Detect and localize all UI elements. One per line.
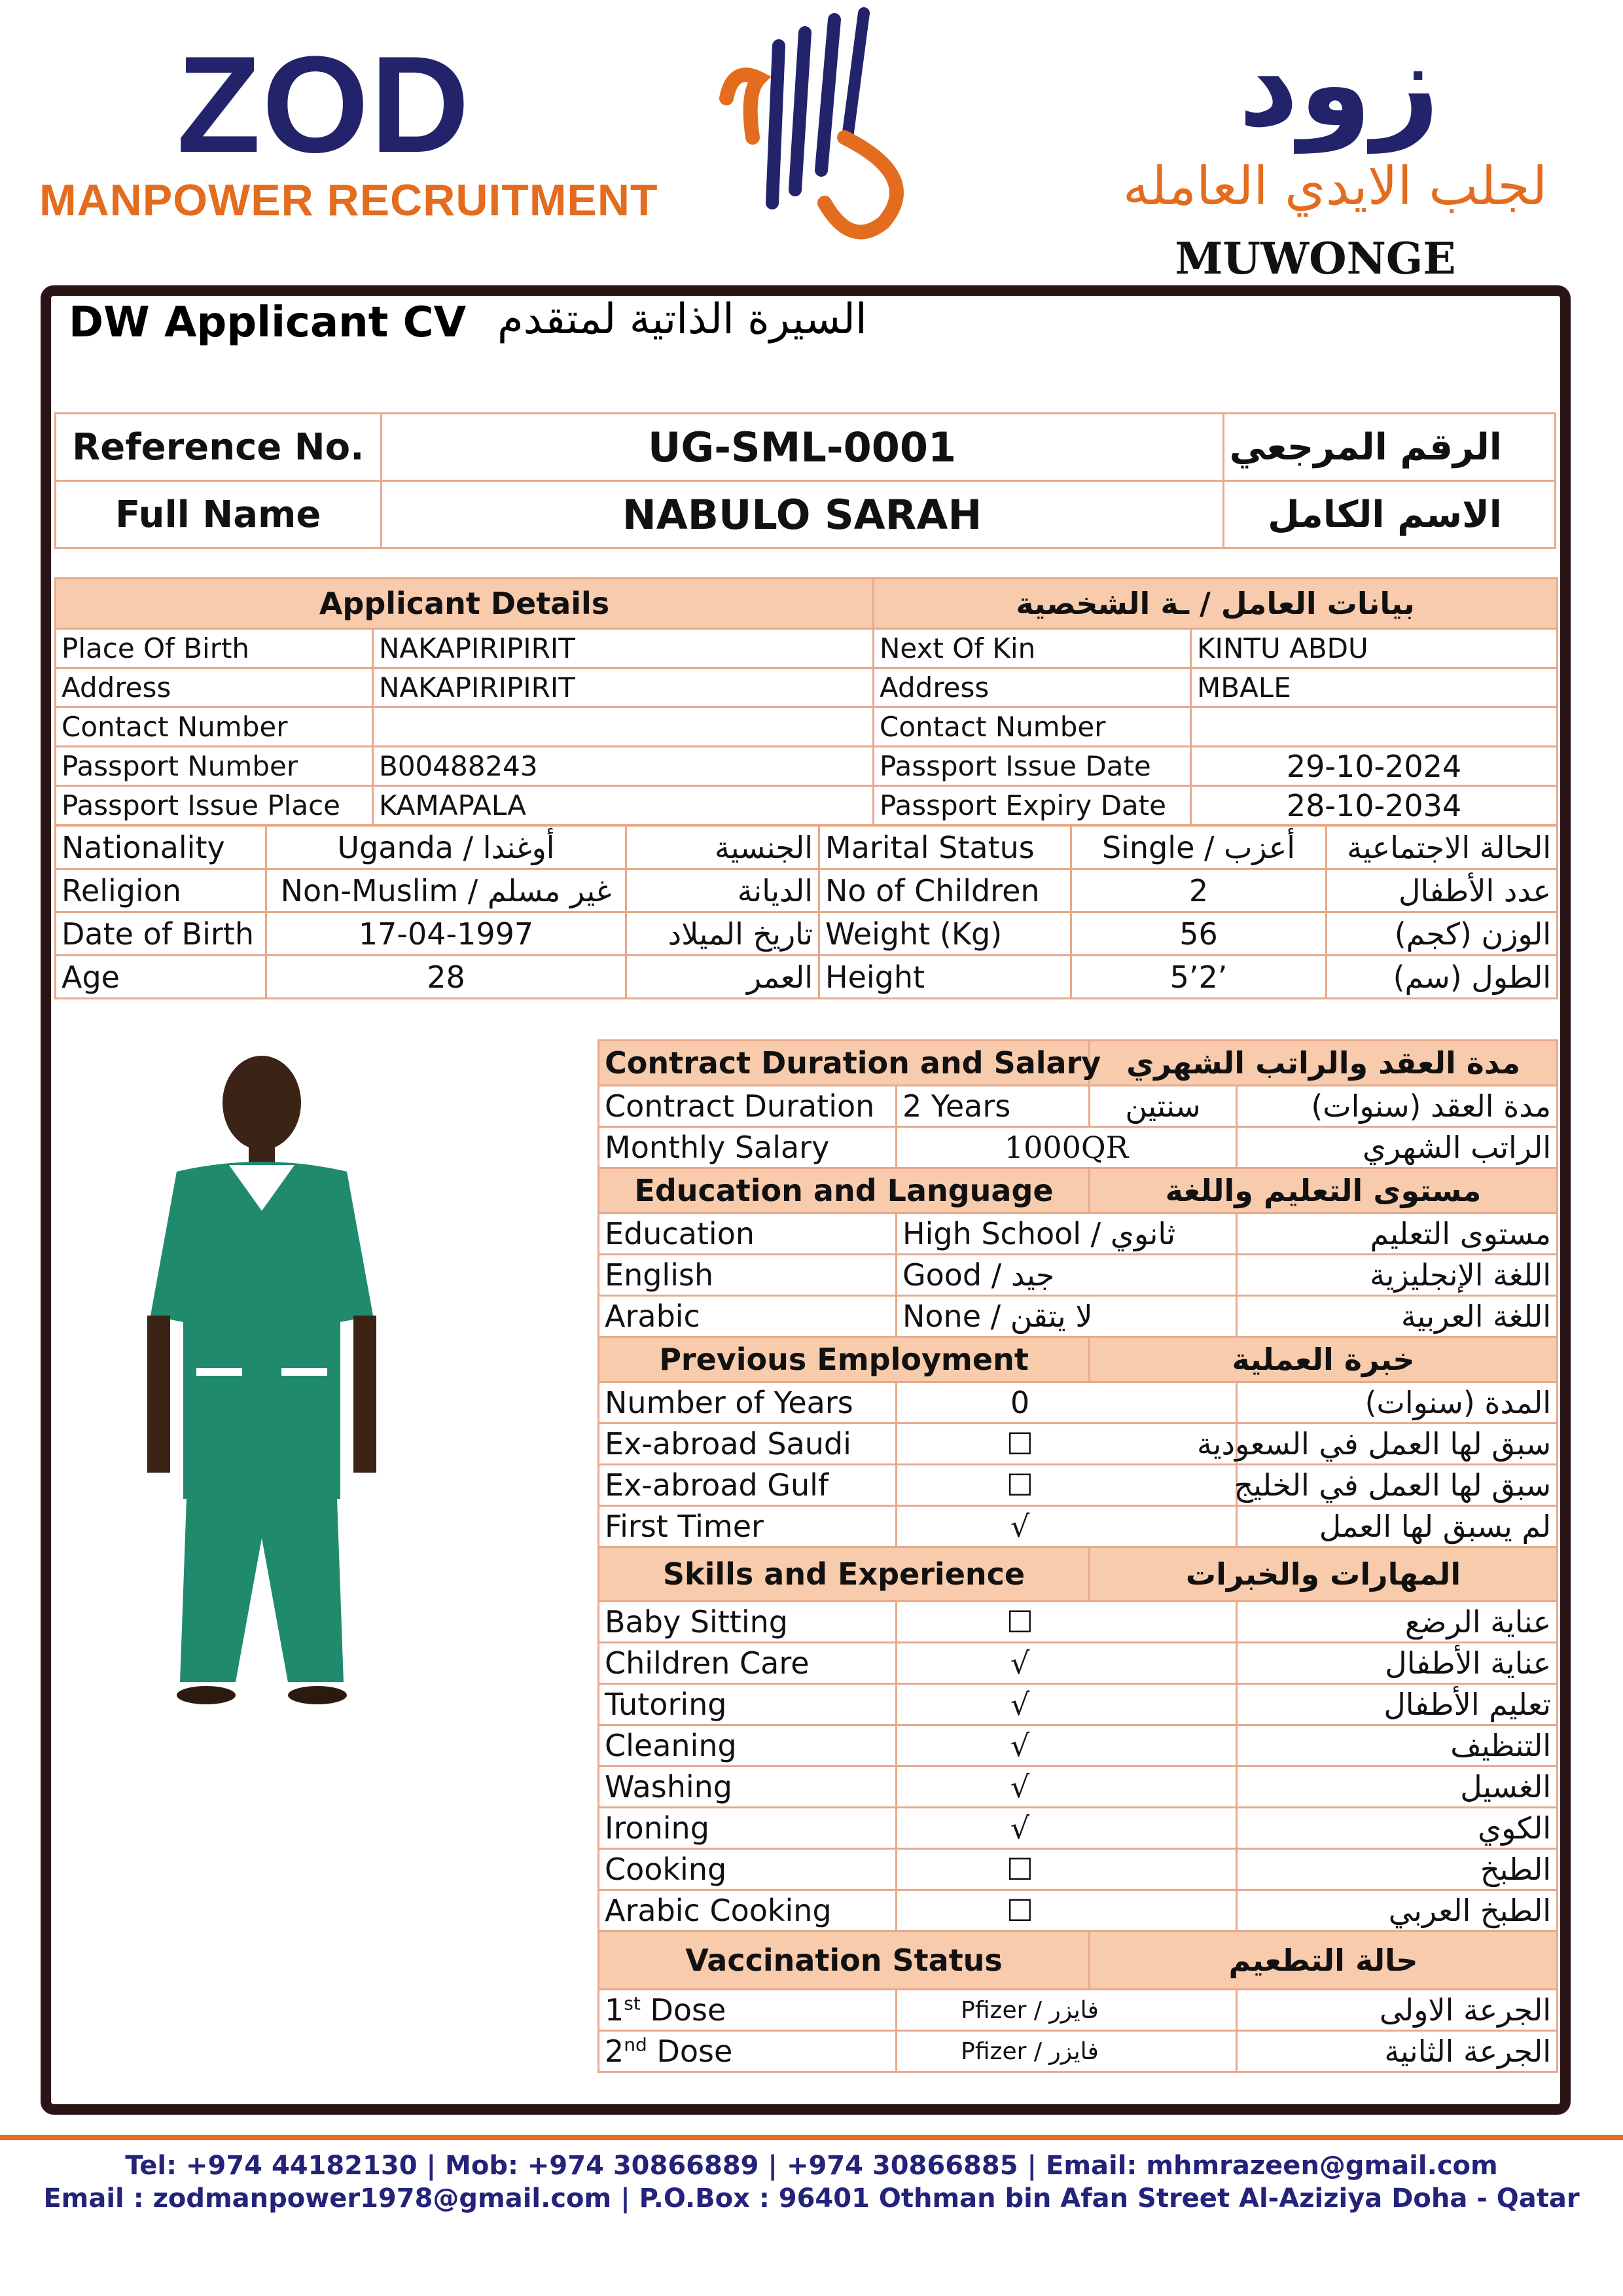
contract-header-arabic: مدة العقد والراتب الشهري [1090, 1041, 1558, 1086]
table-row [599, 1127, 1558, 1168]
dose-number: 1 [605, 1992, 624, 2028]
contract-duration-label-arabic: مدة العقد (سنوات) [1237, 1086, 1558, 1127]
employment-label-arabic: سبق لها العمل في السعودية [1237, 1424, 1558, 1465]
dose-ordinal: nd [624, 2034, 647, 2056]
table-row [599, 1213, 1558, 1255]
education-label-arabic: اللغة الإنجليزية [1237, 1255, 1558, 1296]
info-label: Height [819, 956, 1071, 999]
full-name-value: NABULO SARAH [381, 481, 1223, 548]
footer-address-line: Email : zodmanpower1978@gmail.com | P.O.Box : 96401 Othman bin Afan Street Al-Aziziya Doha - Qatar [43, 2183, 1580, 2214]
education-label-arabic: مستوى التعليم [1237, 1213, 1558, 1255]
check-icon: √ [897, 1506, 1237, 1547]
detail-value: NAKAPIRIPIRIT [373, 629, 874, 668]
detail-value: 29-10-2024 [1191, 747, 1558, 786]
skills-header-arabic: المهارات والخبرات [1090, 1547, 1558, 1602]
applicant-photo [131, 1041, 393, 1708]
info-value: 2 [1071, 869, 1327, 912]
table-row [599, 1602, 1558, 1643]
info-label-arabic: الطول (سم) [1327, 956, 1558, 999]
detail-label: Passport Number [56, 747, 373, 786]
table-row [599, 2031, 1558, 2072]
info-label: Nationality [56, 826, 266, 869]
info-label-arabic: الحالة الاجتماعية [1327, 826, 1558, 869]
dose-label-arabic: الجرعة الاولى [1237, 1990, 1558, 2031]
info-label: No of Children [819, 869, 1071, 912]
info-value: Non-Muslim / غير مسلم [266, 869, 626, 912]
employment-value: 0 [897, 1382, 1237, 1424]
employment-label-arabic: لم يسبق لها العمل [1237, 1506, 1558, 1547]
table-row [599, 1506, 1558, 1547]
table-row [599, 1255, 1558, 1296]
table-row [599, 1808, 1558, 1849]
skill-label: Tutoring [599, 1684, 897, 1725]
brand-name: ZOD [177, 27, 471, 181]
education-label: English [599, 1255, 897, 1296]
table-row [599, 1424, 1558, 1465]
detail-label: Address [874, 668, 1191, 708]
contract-header: Contract Duration and Salary [599, 1041, 1090, 1086]
applicant-details-table [54, 577, 1558, 826]
skill-label-arabic: تعليم الأطفال [1237, 1684, 1558, 1725]
vaccination-header-arabic: حالة التطعيم [1090, 1931, 1558, 1990]
table-row [599, 1465, 1558, 1506]
employment-label: Ex-abroad Saudi [599, 1424, 897, 1465]
info-value: Single / أعزب [1071, 826, 1327, 869]
brand-arabic-subtitle: لجلب الايدي العامله [1122, 156, 1548, 217]
skill-label-arabic: التنظيف [1237, 1725, 1558, 1767]
info-label: Date of Birth [56, 912, 266, 956]
checkbox-icon: ☐ [897, 1424, 1237, 1465]
skill-label: Washing [599, 1767, 897, 1808]
info-label: Marital Status [819, 826, 1071, 869]
table-row [599, 1725, 1558, 1767]
checkbox-icon: ☐ [897, 1890, 1237, 1931]
detail-value [1191, 708, 1558, 747]
detail-label: Place Of Birth [56, 629, 373, 668]
table-row [599, 1990, 1558, 2031]
table-row [56, 747, 1558, 786]
zod-logo-icon [707, 7, 929, 249]
detail-label: Passport Issue Place [56, 786, 373, 825]
employment-label: First Timer [599, 1506, 897, 1547]
employment-header-arabic: خبرة العملية [1090, 1337, 1558, 1382]
footer-contact-line: Tel: +974 44182130 | Mob: +974 30866889 | +974 30866885 | Email: mhmrazeen@gmail.com [125, 2151, 1498, 2181]
applicant-details-header: Applicant Details [56, 579, 874, 629]
dose-label [599, 1990, 897, 2031]
checkbox-icon: ☐ [897, 1465, 1237, 1506]
employment-label: Ex-abroad Gulf [599, 1465, 897, 1506]
table-row [56, 668, 1558, 708]
reference-table [54, 412, 1556, 549]
table-row [599, 1890, 1558, 1931]
detail-label: Contact Number [874, 708, 1191, 747]
contract-education-table [597, 1039, 1558, 2073]
applicant-details-header-arabic: بيانات العامل / ـة الشخصية [874, 579, 1558, 629]
checkbox-icon: ☐ [897, 1602, 1237, 1643]
table-row [56, 826, 1558, 869]
salary-value: 1000QR [897, 1127, 1237, 1168]
reference-value: UG-SML-0001 [381, 414, 1223, 481]
salary-label: Monthly Salary [599, 1127, 897, 1168]
check-icon: √ [897, 1808, 1237, 1849]
table-row [56, 629, 1558, 668]
dose-label-arabic: الجرعة الثانية [1237, 2031, 1558, 2072]
info-label-arabic: تاريخ الميلاد [626, 912, 819, 956]
detail-value: KAMAPALA [373, 786, 874, 825]
reference-label: Reference No. [56, 414, 382, 481]
education-value: Good / جيد [897, 1255, 1237, 1296]
brand-subtitle: MANPOWER RECRUITMENT [39, 175, 658, 225]
document-title: DW Applicant CV [69, 298, 467, 347]
dose-text: Dose [640, 1992, 726, 2028]
info-value: 17-04-1997 [266, 912, 626, 956]
table-row [599, 1643, 1558, 1684]
skill-label: Cleaning [599, 1725, 897, 1767]
vaccine-value: Pfizer / فايزر [897, 2031, 1237, 2072]
check-icon: √ [897, 1684, 1237, 1725]
education-label-arabic: اللغة العربية [1237, 1296, 1558, 1337]
info-value: 28 [266, 956, 626, 999]
employment-label-arabic: سبق لها العمل في الخليج [1237, 1465, 1558, 1506]
document-title-arabic: السيرة الذاتية لمتقدم [497, 295, 867, 344]
info-value: 5’2’ [1071, 956, 1327, 999]
personal-info-table [54, 825, 1558, 999]
footer-divider [0, 2135, 1623, 2140]
table-row [599, 1382, 1558, 1424]
dose-text: Dose [647, 2034, 733, 2069]
detail-value [373, 708, 874, 747]
info-label: Religion [56, 869, 266, 912]
table-row [56, 708, 1558, 747]
info-value: Uganda / أوغندا [266, 826, 626, 869]
dose-label [599, 2031, 897, 2072]
skill-label-arabic: الطبخ [1237, 1849, 1558, 1890]
table-row [56, 912, 1558, 956]
dose-ordinal: st [624, 1992, 641, 2015]
vaccination-header: Vaccination Status [599, 1931, 1090, 1990]
education-label: Education [599, 1213, 897, 1255]
info-label-arabic: الجنسية [626, 826, 819, 869]
info-label: Age [56, 956, 266, 999]
table-row [599, 1684, 1558, 1725]
detail-value: KINTU ABDU [1191, 629, 1558, 668]
detail-label: Contact Number [56, 708, 373, 747]
skill-label-arabic: الغسيل [1237, 1767, 1558, 1808]
education-value: High School / ثانوي [897, 1213, 1237, 1255]
table-row [56, 786, 1558, 825]
dose-number: 2 [605, 2034, 624, 2069]
info-label: Weight (Kg) [819, 912, 1071, 956]
check-icon: √ [897, 1767, 1237, 1808]
table-row [599, 1849, 1558, 1890]
check-icon: √ [897, 1643, 1237, 1684]
detail-label: Passport Issue Date [874, 747, 1191, 786]
skill-label: Ironing [599, 1808, 897, 1849]
table-row [599, 1296, 1558, 1337]
info-label-arabic: الديانة [626, 869, 819, 912]
info-value: 56 [1071, 912, 1327, 956]
employment-label: Number of Years [599, 1382, 897, 1424]
skill-label: Baby Sitting [599, 1602, 897, 1643]
contract-duration-value-arabic: سنتين [1090, 1086, 1237, 1127]
education-header-arabic: مستوى التعليم واللغة [1090, 1168, 1558, 1213]
employment-header: Previous Employment [599, 1337, 1090, 1382]
table-row [56, 869, 1558, 912]
checkbox-icon: ☐ [897, 1849, 1237, 1890]
detail-value: B00488243 [373, 747, 874, 786]
vaccine-value: Pfizer / فايزر [897, 1990, 1237, 2031]
skills-header: Skills and Experience [599, 1547, 1090, 1602]
reference-label-arabic: الرقم المرجعي [1223, 414, 1555, 481]
detail-value: NAKAPIRIPIRIT [373, 668, 874, 708]
skill-label: Children Care [599, 1643, 897, 1684]
agent-name: MUWONGE [1175, 233, 1456, 284]
brand-arabic-name: زود [1238, 16, 1440, 153]
contract-duration-value: 2 Years [897, 1086, 1090, 1127]
detail-value: MBALE [1191, 668, 1558, 708]
skill-label-arabic: عناية الرضع [1237, 1602, 1558, 1643]
detail-label: Next Of Kin [874, 629, 1191, 668]
detail-label: Passport Expiry Date [874, 786, 1191, 825]
skill-label-arabic: عناية الأطفال [1237, 1643, 1558, 1684]
skill-label: Arabic Cooking [599, 1890, 897, 1931]
salary-label-arabic: الراتب الشهري [1237, 1127, 1558, 1168]
employment-label-arabic: المدة (سنوات) [1237, 1382, 1558, 1424]
skill-label-arabic: الكوي [1237, 1808, 1558, 1849]
table-row [599, 1767, 1558, 1808]
education-label: Arabic [599, 1296, 897, 1337]
education-header: Education and Language [599, 1168, 1090, 1213]
skill-label-arabic: الطبخ العربي [1237, 1890, 1558, 1931]
skill-label: Cooking [599, 1849, 897, 1890]
info-label-arabic: الوزن (كجم) [1327, 912, 1558, 956]
table-row [56, 956, 1558, 999]
full-name-label: Full Name [56, 481, 382, 548]
check-icon: √ [897, 1725, 1237, 1767]
info-label-arabic: عدد الأطفال [1327, 869, 1558, 912]
education-value: None / لا يتقن [897, 1296, 1237, 1337]
detail-label: Address [56, 668, 373, 708]
info-label-arabic: العمر [626, 956, 819, 999]
contract-duration-label: Contract Duration [599, 1086, 897, 1127]
detail-value: 28-10-2034 [1191, 786, 1558, 825]
full-name-label-arabic: الاسم الكامل [1223, 481, 1555, 548]
table-row [599, 1086, 1558, 1127]
